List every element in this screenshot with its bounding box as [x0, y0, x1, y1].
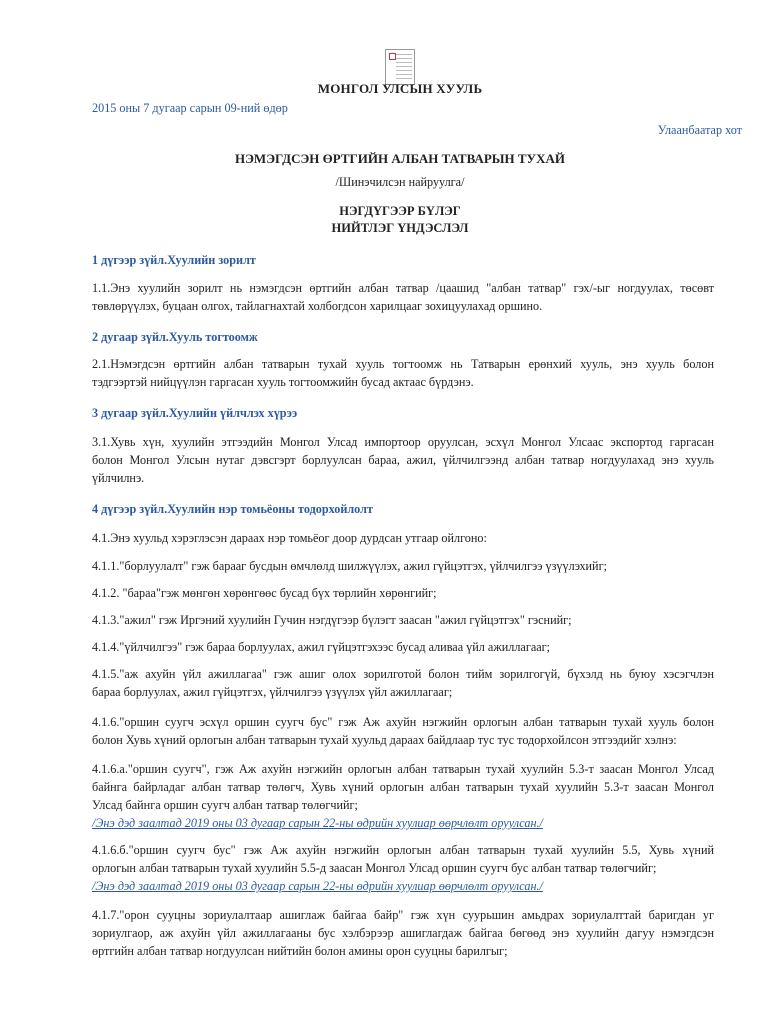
article-3-para-1: 3.1.Хувь хүн, хуулийн этгээдийн Монгол Улсад импортоор оруулсан, эсхүл Монгол Улсаас экспортод гаргасан болон Монгол Улсын нутаг дэвсгэрт борлуулсан бараа, ажил, үйлчилгээнд албан татвар ногдуулахад энэ хууль үйлчилнэ. — [92, 435, 714, 485]
law-place: Улаанбаатар хот — [657, 123, 742, 137]
article-4-item-1: 4.1.1."борлуулалт" гэж барааг бусдын өмчлөлд шилжүүлэх, ажил гүйцэтгэх, үйлчилгээ үзүүлэхийг; — [92, 559, 607, 573]
article-4-item-3: 4.1.3."ажил" гэж Иргэний хуулийн Гучин нэгдүгээр бүлэгт заасан "ажил гүйцэтгэх" гэснийг; — [92, 613, 572, 627]
article-4-item-7: 4.1.7."орон сууцны зориулалтаар ашиглаж байгаа байр" гэж хүн суурьшин амьдрах зориулалттай баригдан уг зориулгаор, аж ахуйн үйл ажиллагааны бус хэлбэрээр ашиглагдаж байгаа бөгөөд энэ хуулийн дагуу нэмэгдсэн өртгийн албан татвар ногдуулсан нийтийн болон амины орон сууцны барилгыг; — [92, 908, 714, 958]
amendment-note-1[interactable]: /Энэ дэд заалтад 2019 оны 03 дугаар сарын 22-ны өдрийн хуулиар өөрчлөлт оруулсан./ — [92, 816, 543, 830]
document-heading: МОНГОЛ УЛСЫН ХУУЛЬ — [317, 81, 483, 96]
law-title: НЭМЭГДСЭН ӨРТГИЙН АЛБАН ТАТВАРЫН ТУХАЙ — [235, 151, 565, 166]
article-3-title: 3 дугаар зүйл.Хуулийн үйлчлэх хүрээ — [92, 406, 298, 420]
article-4-item-6: 4.1.6."оршин суугч эсхүл оршин суугч бус" гэж Аж ахуйн нэгжийн орлогын албан татварын тухай хууль болон болон Хувь хүний орлогын албан татварын тухай хуульд дараах байдлаар тус тус тодорхойлсон этгээдийг хэлнэ: — [92, 715, 714, 747]
law-subtitle: /Шинэчилсэн найруулга/ — [335, 175, 465, 189]
chapter-title: НИЙТЛЭГ ҮНДЭСЛЭЛ — [331, 221, 469, 235]
article-1-para-1: 1.1.Энэ хуулийн зорилт нь нэмэгдсэн өртгийн албан татвар /цаашид "албан татвар" гэх/-ыг ногдуулах, төсөвт төвлөрүүлэх, буцаан олгох, тайлагнахтай холбогдсон харилцааг зохицуулахад оршино. — [92, 281, 714, 313]
article-4-title: 4 дүгээр зүйл.Хуулийн нэр томьёоны тодорхойлолт — [92, 502, 373, 516]
article-4-item-4: 4.1.4."үйлчилгээ" гэж бараа борлуулах, ажил гүйцэтгэхээс бусад аливаа үйл ажиллагааг; — [92, 640, 551, 654]
article-4-para-1: 4.1.Энэ хуульд хэрэглэсэн дараах нэр томьёог доор дурдсан утгаар ойлгоно: — [92, 531, 487, 545]
law-date: 2015 оны 7 дугаар сарын 09-ний өдөр — [92, 101, 288, 115]
chapter-number: НЭГДҮГЭЭР БҮЛЭГ — [339, 204, 461, 218]
article-4-item-2: 4.1.2. "бараа"гэж мөнгөн хөрөнгөөс бусад бүх төрлийн хөрөнгийг; — [92, 586, 437, 600]
article-1-title: 1 дүгээр зүйл.Хуулийн зорилт — [92, 253, 256, 267]
article-4-item-6a: 4.1.6.а."оршин суугч", гэж Аж ахуйн нэгжийн орлогын албан татварын тухай хуулийн 5.3-т заасан Монгол Улсад байнга байрладаг албан татвар төлөгч, Хувь хүний орлогын албан татварын тухай хуулийн 5.3-т заасан Монгол Улсад байнга оршин суугч албан татвар төлөгчийг; — [92, 762, 714, 812]
article-4-item-6b: 4.1.6.б."оршин суугч бус" гэж Аж ахуйн нэгжийн орлогын албан татварын тухай хуулийн 5.5, Хувь хүний орлогын албан татварын тухай хуулийн 5.5-д заасан Монгол Улсад оршин суугч бус албан татвар төлөгчийг; — [92, 843, 714, 875]
article-2-title: 2 дугаар зүйл.Хууль тогтоомж — [92, 330, 258, 344]
article-4-item-5: 4.1.5."аж ахуйн үйл ажиллагаа" гэж ашиг олох зорилготой болон тийм зорилгогүй, бүхэлд нь буюу хэсэгчлэн бараа борлуулах, ажил гүйцэтгэх, үйлчилгээ үзүүлэх үйл ажиллагааг; — [92, 667, 714, 699]
article-2-para-1: 2.1.Нэмэгдсэн өртгийн албан татварын тухай хууль тогтоомж нь Татварын ерөнхий хууль, энэ хууль болон тэдгээртэй нийцүүлэн гаргасан хууль тогтоомжийн бусад актаас бүрдэнэ. — [92, 357, 714, 389]
amendment-note-2[interactable]: /Энэ дэд заалтад 2019 оны 03 дугаар сарын 22-ны өдрийн хуулиар өөрчлөлт оруулсан./ — [92, 879, 543, 893]
